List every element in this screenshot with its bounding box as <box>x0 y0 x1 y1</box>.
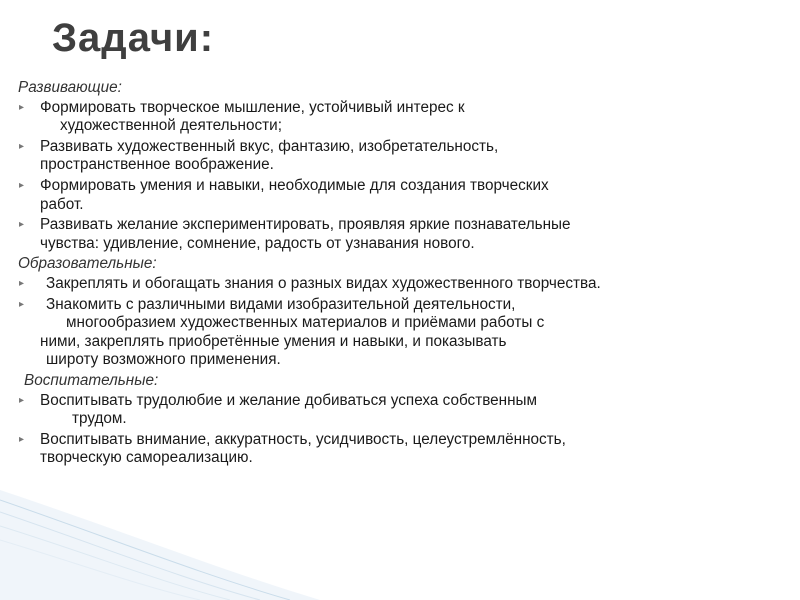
arrow-bullet-icon: ▸ <box>19 433 25 445</box>
item-line: Воспитывать трудолюбие и желание добиваться успеха собственным <box>40 391 538 409</box>
item-line: Развивать художественный вкус, фантазию, изобретательность, <box>40 137 499 155</box>
item-line: Формировать умения и навыки, необходимые для создания творческих <box>40 176 549 194</box>
tasks-content <box>18 79 758 470</box>
list-item <box>18 431 758 468</box>
item-line: художественной деятельности; <box>60 117 282 135</box>
section-heading-upbringing: Воспитательные: <box>24 371 159 389</box>
item-line: широту возможного применения. <box>46 351 281 369</box>
item-line: Знакомить с различными видами изобразительной деятельности, <box>46 295 516 313</box>
list-item <box>18 99 758 136</box>
arrow-bullet-icon: ▸ <box>19 277 25 289</box>
item-line: ними, закреплять приобретённые умения и навыки, и показывать <box>40 332 507 350</box>
list-item <box>18 216 758 253</box>
item-line: работ. <box>40 195 84 213</box>
list-item <box>18 177 758 214</box>
list-item <box>18 275 758 294</box>
list-item <box>18 296 758 370</box>
decorative-corner-wave <box>0 490 800 600</box>
page-title: Задачи: <box>52 16 215 60</box>
item-line: Развивать желание экспериментировать, проявляя яркие познавательные <box>40 216 571 234</box>
arrow-bullet-icon: ▸ <box>19 298 25 310</box>
list-item <box>18 138 758 175</box>
arrow-bullet-icon: ▸ <box>19 101 25 113</box>
item-line: многообразием художественных материалов и приёмами работы с <box>66 314 545 332</box>
list-item <box>18 392 758 429</box>
arrow-bullet-icon: ▸ <box>19 219 25 231</box>
item-line: Формировать творческое мышление, устойчивый интерес к <box>40 98 465 116</box>
item-line: пространственное воображение. <box>40 156 274 174</box>
arrow-bullet-icon: ▸ <box>19 179 25 191</box>
arrow-bullet-icon: ▸ <box>19 140 25 152</box>
section-heading-educational: Образовательные: <box>18 255 157 273</box>
item-line: Закреплять и обогащать знания о разных видах художественного творчества. <box>46 274 601 292</box>
section-heading-developing: Развивающие: <box>18 79 122 96</box>
item-line: Воспитывать внимание, аккуратность, усидчивость, целеустремлённость, <box>40 430 566 448</box>
item-line: творческую самореализацию. <box>40 449 253 467</box>
item-line: чувства: удивление, сомнение, радость от узнавания нового. <box>40 234 475 252</box>
arrow-bullet-icon: ▸ <box>19 394 25 406</box>
item-line: трудом. <box>72 410 127 428</box>
